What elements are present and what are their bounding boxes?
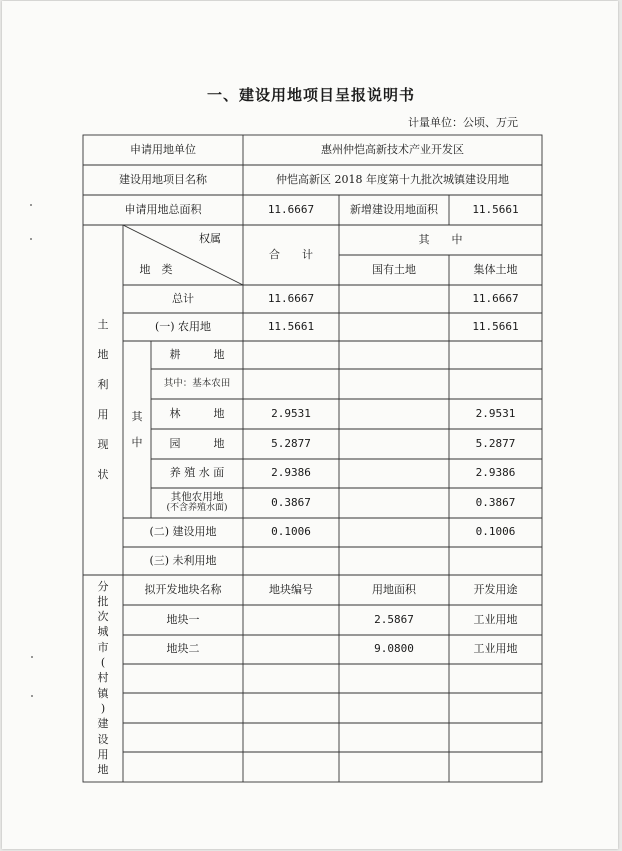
row-garden-sum: 5.2877 <box>271 436 311 450</box>
row-garden-collective: 5.2877 <box>475 436 516 450</box>
row-other-agri-collective: 0.3867 <box>475 495 516 509</box>
row-construction-collective: 0.1006 <box>475 525 516 539</box>
section-char: 利 <box>97 378 109 391</box>
section-char: 现 <box>97 438 109 451</box>
row-total-collective: 11.6667 <box>472 291 519 305</box>
batch-char: 镇 <box>97 686 109 700</box>
section-char: 土 <box>97 318 109 331</box>
row-unused-label: (三) 未利用地 <box>149 553 217 567</box>
section-char: 用 <box>97 408 109 421</box>
page-title: 一、建设用地项目呈报说明书 <box>206 86 415 104</box>
batch-char: 建 <box>97 717 109 731</box>
batch-row-2-name: 地块二 <box>166 642 200 656</box>
batch-header-number: 地块编号 <box>269 582 313 596</box>
row-total-label: 总计 <box>172 291 194 305</box>
batch-row-1-name: 地块一 <box>166 612 200 626</box>
row-garden-label: 园 地 <box>169 436 225 450</box>
among-char: 中 <box>131 435 143 449</box>
row-agri-label: (一) 农用地 <box>154 319 212 333</box>
diag-header-ownership: 权属 <box>199 231 221 245</box>
scan-speck <box>30 238 32 240</box>
col-of-which: 其 中 <box>418 232 463 246</box>
row-construction-sum: 0.1006 <box>271 525 311 539</box>
section-char: 状 <box>97 468 109 481</box>
batch-row-1-use: 工业用地 <box>473 612 518 626</box>
row-other-agri-label <box>151 488 243 518</box>
row-total-sum: 11.6667 <box>267 291 315 305</box>
col-state: 国有土地 <box>372 262 416 276</box>
batch-char: 地 <box>97 763 109 777</box>
row-other-agri-sum: 0.3867 <box>271 495 311 509</box>
batch-header-name: 拟开发地块名称 <box>144 582 222 596</box>
new-area-label: 新增建设用地面积 <box>350 202 438 216</box>
among-char: 其 <box>131 409 143 423</box>
project-label: 建设用地项目名称 <box>119 172 207 186</box>
row-arable-label: 耕 地 <box>169 347 225 361</box>
batch-section-label <box>83 578 123 778</box>
row-forest-label: 林 地 <box>169 406 225 420</box>
total-area-label: 申请用地总面积 <box>124 202 202 216</box>
row-aquaculture-sum: 2.9386 <box>271 466 311 480</box>
land-use-section-label <box>83 225 123 575</box>
total-area-value: 11.6667 <box>267 202 315 216</box>
batch-char: 设 <box>97 732 109 746</box>
batch-char: 次 <box>97 610 109 624</box>
row-forest-sum: 2.9531 <box>271 406 311 420</box>
scan-speck <box>30 204 32 206</box>
batch-char: ) <box>100 701 106 715</box>
batch-row-1-area: 2.5867 <box>374 612 414 626</box>
other-agri-line2: (不含养殖水面) <box>166 502 228 513</box>
project-value: 仲恺高新区 2018 年度第十九批次城镇建设用地 <box>276 172 509 186</box>
batch-char: 市 <box>97 640 109 654</box>
unit-note: 计量单位：公顷、万元 <box>408 116 518 129</box>
batch-char: 分 <box>97 579 109 593</box>
batch-char: 村 <box>97 671 109 685</box>
applicant-value: 惠州仲恺高新技术产业开发区 <box>321 142 464 156</box>
row-construction-label: (二) 建设用地 <box>149 525 217 539</box>
batch-char: 城 <box>97 625 109 639</box>
col-collective: 集体土地 <box>473 262 518 276</box>
scan-speck <box>31 695 33 697</box>
applicant-label: 申请用地单位 <box>130 142 196 156</box>
section-char: 地 <box>97 348 109 361</box>
other-agri-line1: 其他农用地 <box>170 491 224 504</box>
batch-char: 用 <box>97 747 109 761</box>
new-area-value: 11.5661 <box>472 202 519 216</box>
diag-header-category: 地 类 <box>139 262 173 276</box>
among-label <box>123 341 151 518</box>
batch-row-2-use: 工业用地 <box>473 642 518 656</box>
row-basic-farmland-label: 其中：基本农田 <box>163 377 231 389</box>
row-forest-collective: 2.9531 <box>475 406 516 420</box>
row-aquaculture-label: 养 殖 水 面 <box>169 466 225 480</box>
batch-row-2-area: 9.0800 <box>374 642 414 656</box>
col-total: 合 计 <box>269 247 313 261</box>
batch-header-use: 开发用途 <box>473 582 518 596</box>
scan-speck <box>31 656 33 658</box>
row-aquaculture-collective: 2.9386 <box>475 466 516 480</box>
batch-header-area: 用地面积 <box>372 582 416 596</box>
batch-char: ( <box>100 656 106 670</box>
row-agri-collective: 11.5661 <box>472 319 519 333</box>
batch-char: 批 <box>97 594 109 608</box>
row-agri-sum: 11.5661 <box>267 319 315 333</box>
